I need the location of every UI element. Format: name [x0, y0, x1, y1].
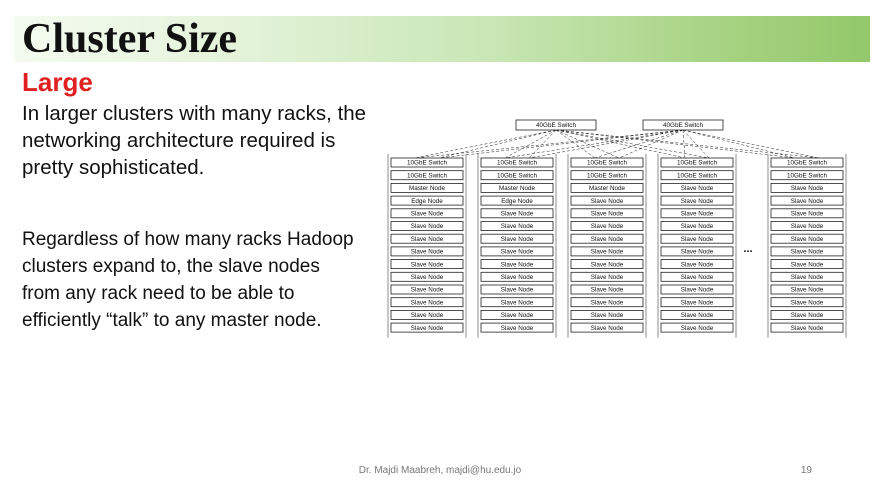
- slave-node-label: Slave Node: [410, 223, 444, 231]
- slave-node-label: Slave Node: [590, 299, 624, 307]
- uplink-line: [415, 130, 556, 158]
- uplink-line: [619, 130, 683, 158]
- rack-switch-label: 10GbE Switch: [587, 172, 627, 180]
- slave-node-label: Slave Node: [500, 261, 534, 269]
- rack-switch-label: 10GbE Switch: [497, 172, 537, 180]
- slave-node-label: Slave Node: [590, 210, 624, 218]
- slave-node-label: Slave Node: [680, 210, 714, 218]
- rack-switch-label: 10GbE Switch: [677, 172, 717, 180]
- rack-switch-label: 10GbE Switch: [787, 159, 827, 167]
- uplink-line: [415, 130, 683, 158]
- slave-node-label: Slave Node: [410, 312, 444, 320]
- slave-node-label: Slave Node: [680, 248, 714, 256]
- slave-node-label: Slave Node: [500, 248, 534, 256]
- slave-node-label: Slave Node: [590, 274, 624, 281]
- slave-node-label: Slave Node: [790, 299, 824, 307]
- slave-node-label: Slave Node: [500, 286, 534, 294]
- slave-node-label: Slave Node: [410, 299, 444, 307]
- master-node-label: Master Node: [498, 185, 536, 193]
- slave-node-label: Slave Node: [680, 312, 714, 320]
- slave-node-label: Slave Node: [500, 274, 534, 281]
- slave-node-label: Slave Node: [590, 197, 624, 205]
- uplink-line: [556, 130, 619, 158]
- slave-node-label: Slave Node: [590, 235, 624, 243]
- slide-title: Cluster Size: [22, 16, 238, 62]
- slave-node-label: Slave Node: [680, 274, 714, 281]
- edge-node-label: Edge Node: [411, 197, 443, 205]
- slave-node-label: Slave Node: [590, 286, 624, 294]
- slave-node-label: Slave Node: [680, 286, 714, 294]
- slave-node-label: Slave Node: [410, 248, 444, 256]
- slave-node-label: Slave Node: [790, 185, 824, 193]
- slave-node-label: Slave Node: [590, 324, 624, 332]
- slave-node-label: Slave Node: [680, 223, 714, 231]
- slave-node-label: Slave Node: [680, 197, 714, 205]
- slave-node-label: Slave Node: [790, 286, 824, 294]
- slave-node-label: Slave Node: [500, 235, 534, 243]
- slave-node-label: Slave Node: [790, 210, 824, 218]
- slave-node-label: Slave Node: [590, 248, 624, 256]
- slave-node-label: Slave Node: [680, 261, 714, 269]
- slave-node-label: Slave Node: [410, 324, 444, 332]
- slave-node-label: Slave Node: [590, 261, 624, 269]
- slave-node-label: Slave Node: [410, 261, 444, 269]
- slave-node-label: Slave Node: [790, 261, 824, 269]
- master-node-label: Master Node: [588, 185, 626, 193]
- slave-node-label: Slave Node: [680, 324, 714, 332]
- uplink-line: [556, 130, 685, 158]
- core-switch-label: 40GbE Switch: [536, 122, 576, 130]
- master-node-label: Master Node: [408, 185, 446, 193]
- slave-node-label: Slave Node: [790, 223, 824, 231]
- slide-subtitle: Large: [22, 67, 93, 97]
- uplink-line: [683, 130, 795, 158]
- rack-switch-label: 10GbE Switch: [407, 172, 447, 180]
- slave-node-label: Slave Node: [590, 312, 624, 320]
- uplink-line: [556, 130, 795, 158]
- slave-node-label: Slave Node: [500, 210, 534, 218]
- slave-node-label: Slave Node: [680, 235, 714, 243]
- detail-paragraph: Regardless of how many racks Hadoop clusters expand to, the slave nodes from any rack need to be able to efficiently “talk” to any master node.: [22, 229, 354, 331]
- slave-node-label: Slave Node: [680, 299, 714, 307]
- uplink-line: [595, 130, 683, 158]
- rack-switch-label: 10GbE Switch: [677, 159, 717, 167]
- edge-node-label: Edge Node: [501, 197, 533, 205]
- uplink-line: [505, 130, 683, 158]
- slave-node-label: Slave Node: [790, 235, 824, 243]
- slide-number: 19: [800, 465, 812, 476]
- more-racks-ellipsis: ...: [743, 243, 753, 255]
- slave-node-label: Slave Node: [680, 185, 714, 193]
- slave-node-label: Slave Node: [410, 235, 444, 243]
- slave-node-label: Slave Node: [410, 274, 444, 281]
- slave-node-label: Slave Node: [790, 274, 824, 281]
- slave-node-label: Slave Node: [500, 324, 534, 332]
- core-switch-label: 40GbE Switch: [663, 122, 703, 130]
- slave-node-label: Slave Node: [500, 299, 534, 307]
- uplink-line: [439, 130, 683, 158]
- slave-node-label: Slave Node: [590, 223, 624, 231]
- intro-paragraph: In larger clusters with many racks, the networking architecture required is pretty sophisticated.: [22, 102, 367, 179]
- uplink-line: [683, 130, 819, 158]
- slave-node-label: Slave Node: [410, 210, 444, 218]
- footer-author: Dr. Majdi Maabreh, majdi@hu.edu.jo: [358, 465, 522, 476]
- rack-switch-label: 10GbE Switch: [407, 159, 447, 167]
- slave-node-label: Slave Node: [790, 197, 824, 205]
- slave-node-label: Slave Node: [500, 223, 534, 231]
- slave-node-label: Slave Node: [790, 324, 824, 332]
- slave-node-label: Slave Node: [410, 286, 444, 294]
- rack-switch-label: 10GbE Switch: [787, 172, 827, 180]
- slave-node-label: Slave Node: [500, 312, 534, 320]
- rack-switch-label: 10GbE Switch: [497, 159, 537, 167]
- cluster-network-diagram: [386, 118, 848, 348]
- slave-node-label: Slave Node: [790, 312, 824, 320]
- rack-switch-label: 10GbE Switch: [587, 159, 627, 167]
- slave-node-label: Slave Node: [790, 248, 824, 256]
- uplink-line: [556, 130, 819, 158]
